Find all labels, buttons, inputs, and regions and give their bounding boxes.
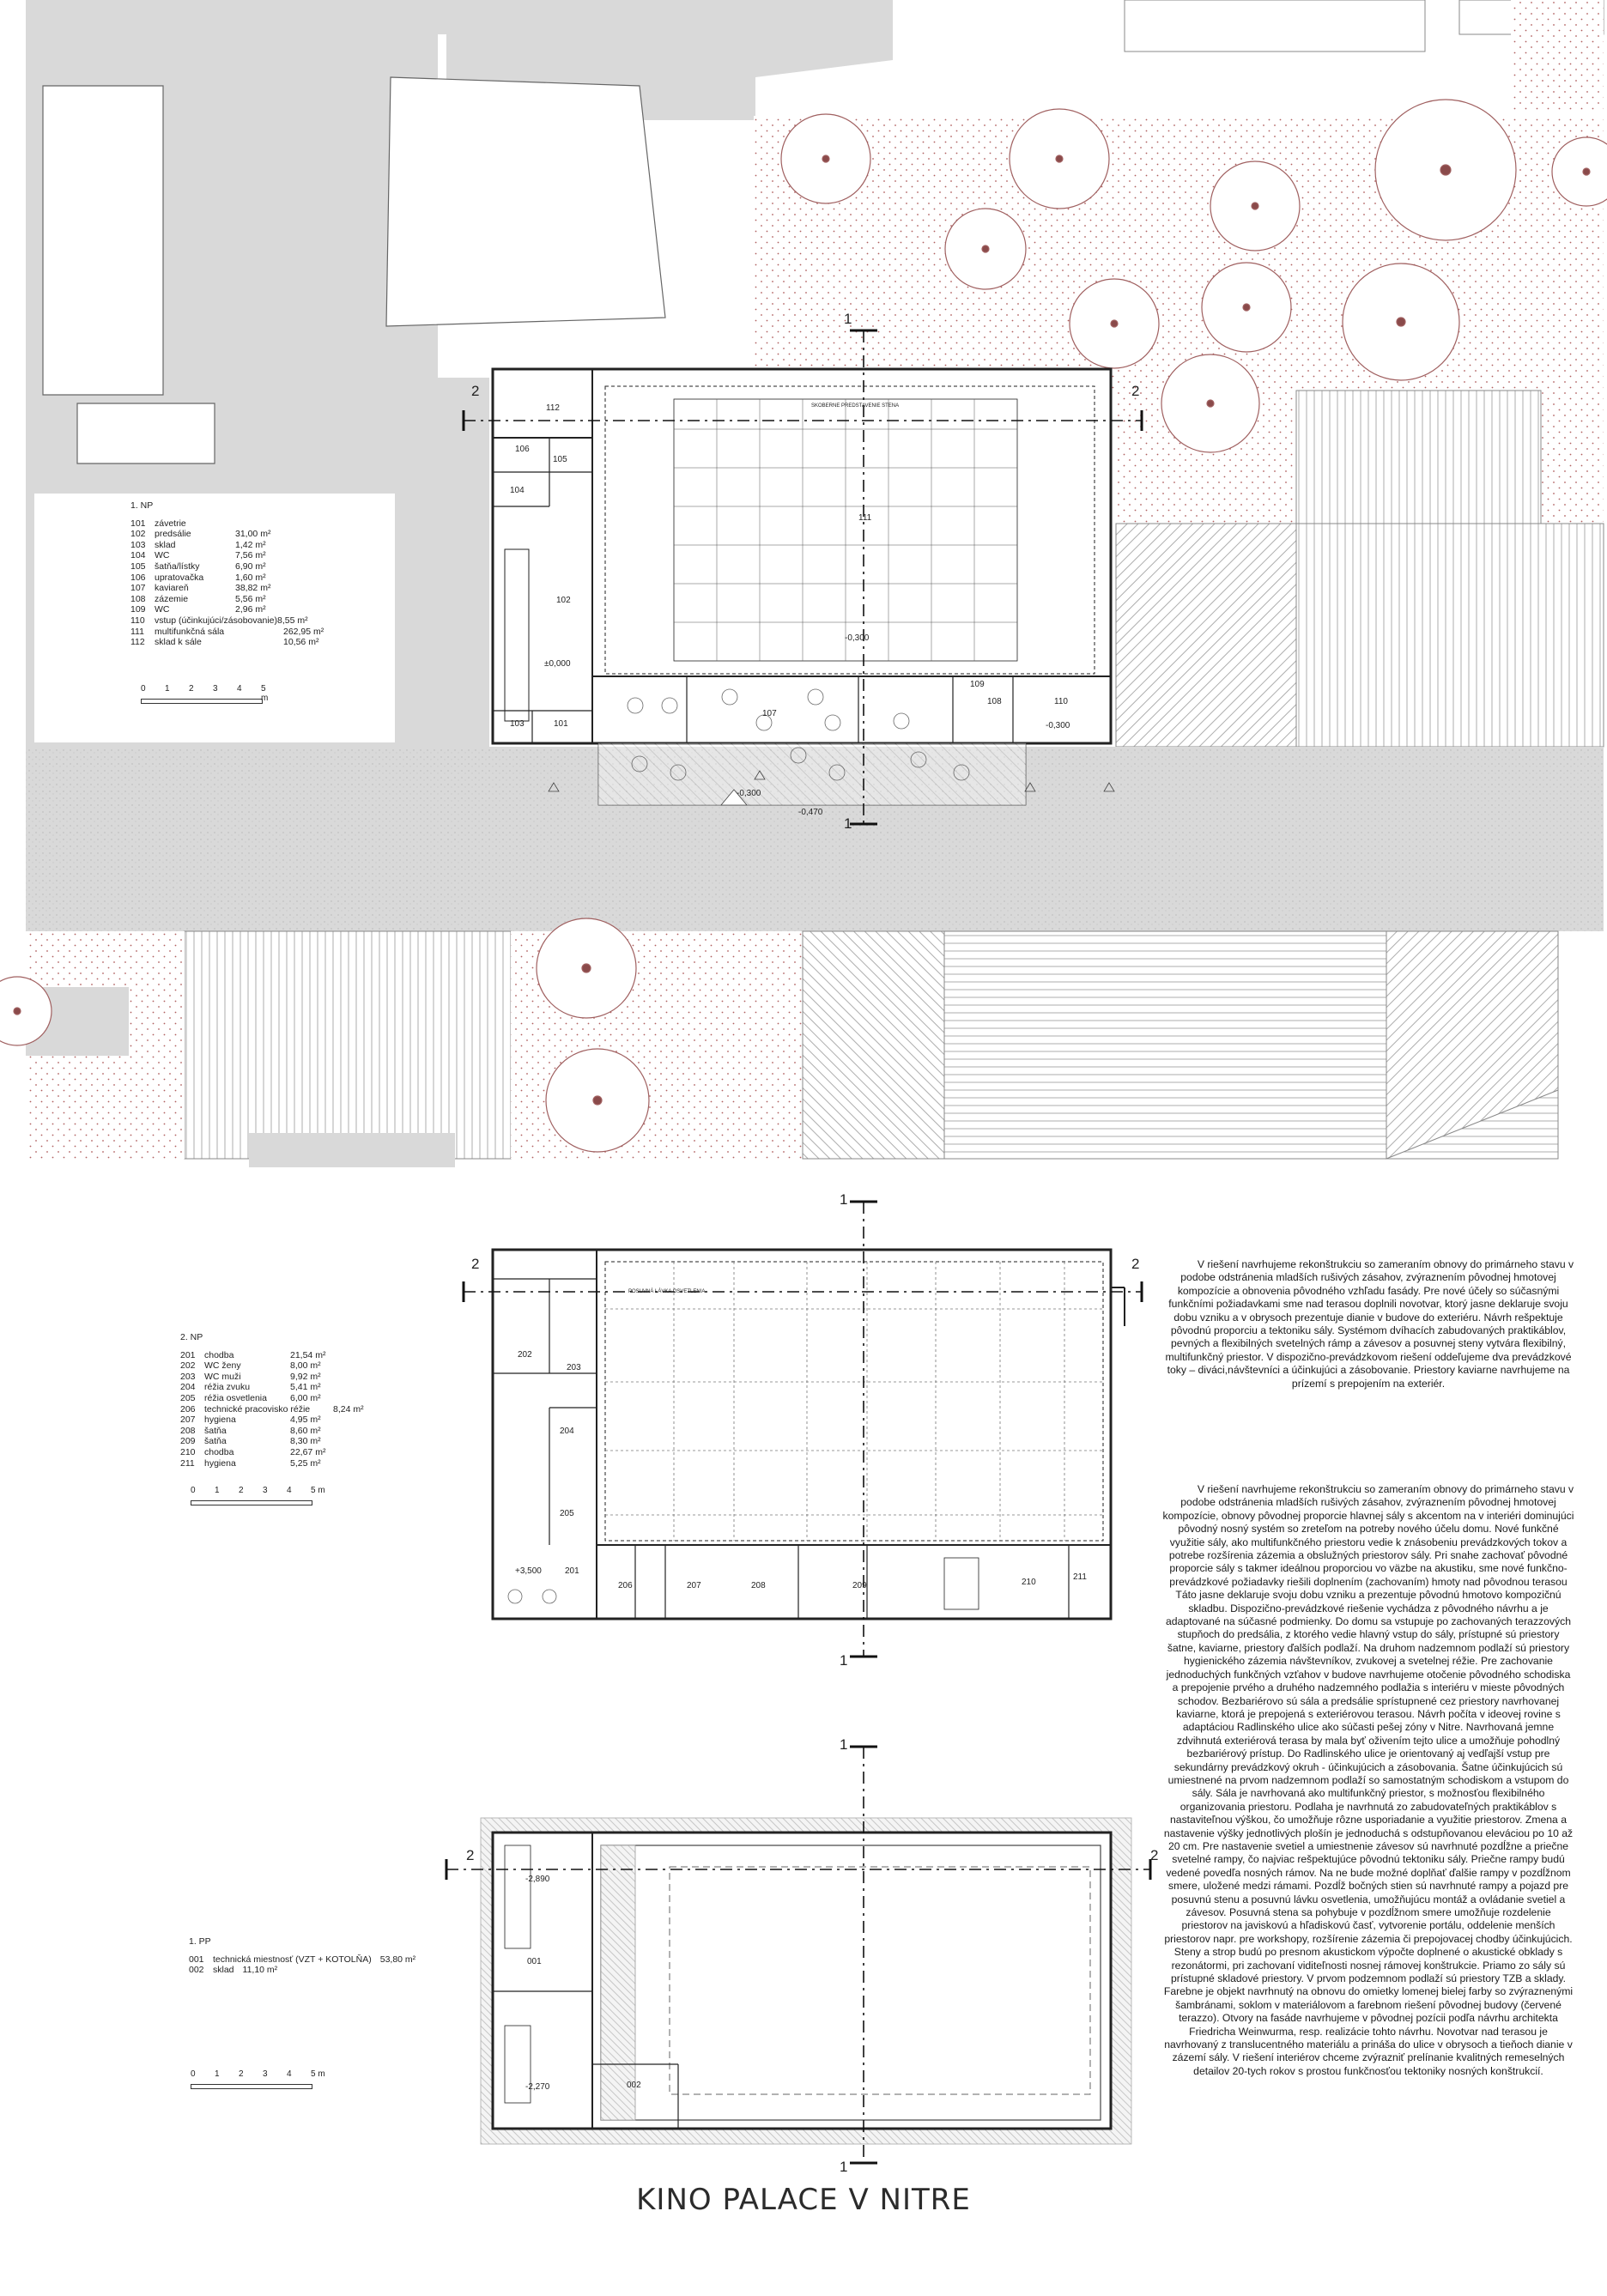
floor-plan-1pp xyxy=(481,1818,1131,2144)
room-label: 001 xyxy=(527,1957,542,1966)
room-label: 103 xyxy=(510,719,525,729)
room-label: 206 xyxy=(618,1581,633,1590)
room-label: 210 xyxy=(1022,1578,1036,1587)
room-label: 111 xyxy=(858,513,872,523)
room-label: 204 xyxy=(560,1427,574,1436)
scale-bar: 0 1 2 3 4 5 m xyxy=(141,684,269,703)
section-mark: 2 xyxy=(1131,383,1140,399)
room-label: 202 xyxy=(518,1350,532,1360)
room-label: 203 xyxy=(567,1363,581,1372)
room-legend-1pp: 1. PP 001 technická miestnosť (VZT + KOTOLŇA) 53,80 m² 002 sklad 11,10 m² xyxy=(189,1936,416,1976)
room-label: 209 xyxy=(852,1581,867,1590)
section-mark: 1 xyxy=(840,1652,848,1669)
room-label: 110 xyxy=(1054,697,1068,706)
section-mark: 1 xyxy=(844,815,852,832)
legend-heading: 1. PP xyxy=(189,1936,211,1947)
elevation-label: -0,470 xyxy=(798,808,823,817)
room-label: 108 xyxy=(987,697,1002,706)
room-label: 106 xyxy=(515,445,530,454)
floor-plan-1np xyxy=(493,369,1114,805)
elevation-label: +3,500 xyxy=(515,1566,542,1576)
room-legend-1np: 1. NP 101 závetrie 102 predsálie 31,00 m² 103 sklad 1,42 m² 104 WC 7,56 m² 105 šatňa/lístky 6,90 m² 106 upratovačka 1,60 m² 107 kaviareň 38,82 m² 108 zázemie 5,56 m² 109 WC 2,96 m² 110 vstup (účinkujúci/zásobovanie) 8,55 m² 111 multifunkčná sála 262,95 m² 112 sklad k sále 10,56 m² xyxy=(130,500,324,648)
description-paragraph-2: V riešení navrhujeme rekonštrukciu so zameraním obnovy do primárneho stavu v podobe odstránenia mladších rušivých zásahov, zvýraznením pôvodnej hmotovej kompozície, obnovy pôvodnej proporcie hlavnej sály s akcentom na v interiéri dominujúci pôvodný nosný systém so zreteľom na potreby nového účelu domu. Nové funkčné využitie sály, ako multifunkčného priestoru vedie k znásobeniu prevádzkových tokov a potrebe rozšírenia zázemia a obslužných priestorov sály. Pri snahe zachovať pôvodné proporcie sály s takmer ideálnou proporciou vo väzbe na akustiku, sme nové funkčno-prevádzkové požiadavky riešili doplnením (zachovaním) hmoty nad pôvodnou terasou Táto jasne deklaruje svoju dobu vzniku a prezentuje pôvodnú hmotovo kompozičnú skladbu. Dispozično-prevádzkové riešenie vychádza z pôvodného návrhu a je adaptované na súčasné podmienky. Do domu sa vstupuje po zachovaných terazzových stupňoch do predsália, z ktorého vedie hlavný vstup do sály, prístupné sú priestory šatne, kaviarne, priestory ďalších podlaží. Na druhom nadzemnom podlaží sú priestory hygienického zázemia návštevníkov, zvukovej a svetelnej réžie. Pre zachovanie jednoduchých funkčných vzťahov v budove navrhujeme otočenie pôvodného schodiska a prepojenie prvého a druhého nadzemného podlažia s interiéru v mieste pôvodných schodov. Bezbariérovo sú sála a predsálie sprístupnené cez priestory navrhovanej kaviarne, ktorá je prepojená s exteriérovou terasou. Návrh počíta v ideovej rovine s adaptáciou Radlinského ulice ako súčasti pešej zóny v Nitre. Navrhovaná jemne zdvihnutá exteriérová terasa by mala byť oživením tejto ulice a umožňuje pohodlný bezbariérový prístup. Do Radlinského ulice je orientovaný aj vedľajší vstup pre sekundárny prevádzkový okruh - účinkujúcich a zásobovania. Šatne účinkujúcich sú umiestnené na prvom nadzemnom podlaží so samostatným schodiskom a vstupom do sály. Sála je navrhovaná ako multifunkčný priestor, s možnosťou flexibilného organizovania priestoru. Podlaha je navrhnutá zo zabudovateľných praktikáblov s nastaviteľnou výškou, čo umožňuje rôzne usporiadanie a využitie priestorov. Zmena a nastavenie výšky jednotlivých plošín je jednoduchá s odstupňovanou eleváciou po 10 až 20 cm. Pre nastavenie svetiel a umiestnenie závesov sú navrhnuté pozdĺžne a priečne svetelné rampy, čo najviac rešpektujúce pôvodnú tektoniku sály. Priečne rampy budú vedené povedľa nosných rámov. Na ne bude možné doplňať ďalšie rampy v pozdĺžnom smere, uložené medzi rámami. Pozdĺž bočných stien sú navrhnuté rampy a pojazd pre posuvnú stenu a posuvnú lávku osvetlenia, umožňujúcu montáž a ovládanie svetiel a závesov. Posuvná stena sa pohybuje v pozdĺžnom smere umožňuje rozdelenie priestorov na javiskovú a hľadiskovú časť, vytvorenie portálu, oddelenie menších priestorov napr. pre workshopy, rozšírenie zázemia či prepojovacej chodby účinkujúcich. Steny a strop budú po presnom akustickom výpočte doplnené o akustické obklady s rezonátormi, pri zachovaní viditeľnosti nosnej rámovej konštrukcie. Priamo zo sály sú prístupné skladové priestory. V prvom podzemnom podlaží sú priestory TZB a sklady. Farebne je objekt navrhnutý na obnovu do omietky lomenej bielej farby so zvýraznenými šambránami, soklom v materiálovom a farebnom riešení pôvodnej budovy (červené terazzo). Otvory na fasáde navrhujeme v pôvodnej pozícii podľa návrhu architekta Friedricha Weinwurma, resp. realizácie tohto návrhu. Novotvar nad terasou je navrhovaný z translucentného materiálu a prináša do ulice v obrysoch a tieňoch dianie v zázemí sály. V riešení interiérov chceme zvýrazniť prelínanie kvalitných remeselných detailov 20-tych rokov s prostou funkčnosťou tektoniky nosných konštrukcií. xyxy=(1162,1483,1574,2077)
room-label: 104 xyxy=(510,486,525,495)
elevation-label: -2,270 xyxy=(525,2082,550,2092)
elevation-label: -0,300 xyxy=(737,789,761,798)
scale-bar: 0 1 2 3 4 5 m xyxy=(191,2069,328,2093)
section-mark: 2 xyxy=(471,1256,480,1272)
floor-plan-2np xyxy=(493,1250,1125,1619)
section-mark: 2 xyxy=(466,1847,475,1863)
room-label: 211 xyxy=(1073,1572,1087,1582)
section-mark: 1 xyxy=(840,1736,848,1753)
legend-heading: 1. NP xyxy=(130,500,154,511)
page-title: KINO PALACE V NITRE xyxy=(636,2183,971,2217)
elevation-label: -0,300 xyxy=(1046,721,1070,730)
room-label: 208 xyxy=(751,1581,766,1590)
room-label: 101 xyxy=(554,719,568,729)
stage-wall-label: SKOBERNE PREDSTAVENIE STENA xyxy=(811,403,900,409)
section-mark: 2 xyxy=(1131,1256,1140,1272)
room-label: 109 xyxy=(970,680,985,689)
room-label: 201 xyxy=(565,1566,579,1576)
legend-heading: 2. NP xyxy=(180,1332,203,1342)
section-mark: 1 xyxy=(844,311,852,327)
section-mark: 2 xyxy=(471,383,480,399)
room-label: 207 xyxy=(687,1581,701,1590)
room-label: 107 xyxy=(762,709,777,718)
room-label: ±0,000 xyxy=(544,659,571,669)
elevation-label: -0,300 xyxy=(845,633,870,643)
lighting-bridge-label: POSUVNÁ LÁVKA OSVETLENIA xyxy=(628,1289,706,1294)
elevation-label: -2,890 xyxy=(525,1875,550,1884)
room-label: 002 xyxy=(627,2081,641,2090)
room-legend-2np: 2. NP 201 chodba 21,54 m² 202 WC ženy 8,00 m² 203 WC muži 9,92 m² 204 réžia zvuku 5,41 m² 205 réžia osvetlenia 6,00 m² 206 technické pracovisko réžie 8,24 m² 207 hygiena 4,95 m² 208 šatňa 8,60 m² 209 šatňa 8,30 m² 210 chodba 22,67 m² 211 hygiena 5,25 m² xyxy=(180,1332,364,1469)
description-paragraph-1: V riešení navrhujeme rekonštrukciu so zameraním obnovy do primárneho stavu v podobe odstránenia mladších rušivých zásahov, zvýraznením pôvodnej hmotovej kompozície a obnovenia pôvodného vzhľadu fasády. Pre nové účely so súčasnými funkčními požiadavkami sme nad terasou doplnili novotvar, ktorý jasne deklaruje svoju dobu vzniku a v obrysoch prezentuje dianie v budove do exteriéru. Návrh rešpektuje pôvodnú proporciu a tektoniku sály. Systémom dvíhacích zabudovaných praktikáblov, pevných a flexibilných svetelných rámp a závesov a posuvnej steny vytvára flexibilný, multifunkčný priestor. V dispozično-prevádzkovom riešení oddeľujeme dva prevádzkové toky – diváci,návštevníci a účinkujúci a zásobovanie. Priestory kaviarne navrhujeme na prízemí s prepojením na exteriér. xyxy=(1165,1258,1574,1390)
room-label: 112 xyxy=(546,403,560,413)
section-mark: 2 xyxy=(1150,1847,1159,1863)
room-label: 205 xyxy=(560,1509,574,1518)
section-mark: 1 xyxy=(840,1191,848,1208)
section-mark: 1 xyxy=(840,2159,848,2175)
room-label: 102 xyxy=(556,596,571,605)
room-label: 105 xyxy=(553,455,567,464)
scale-bar: 0 1 2 3 4 5 m xyxy=(191,1486,328,1510)
